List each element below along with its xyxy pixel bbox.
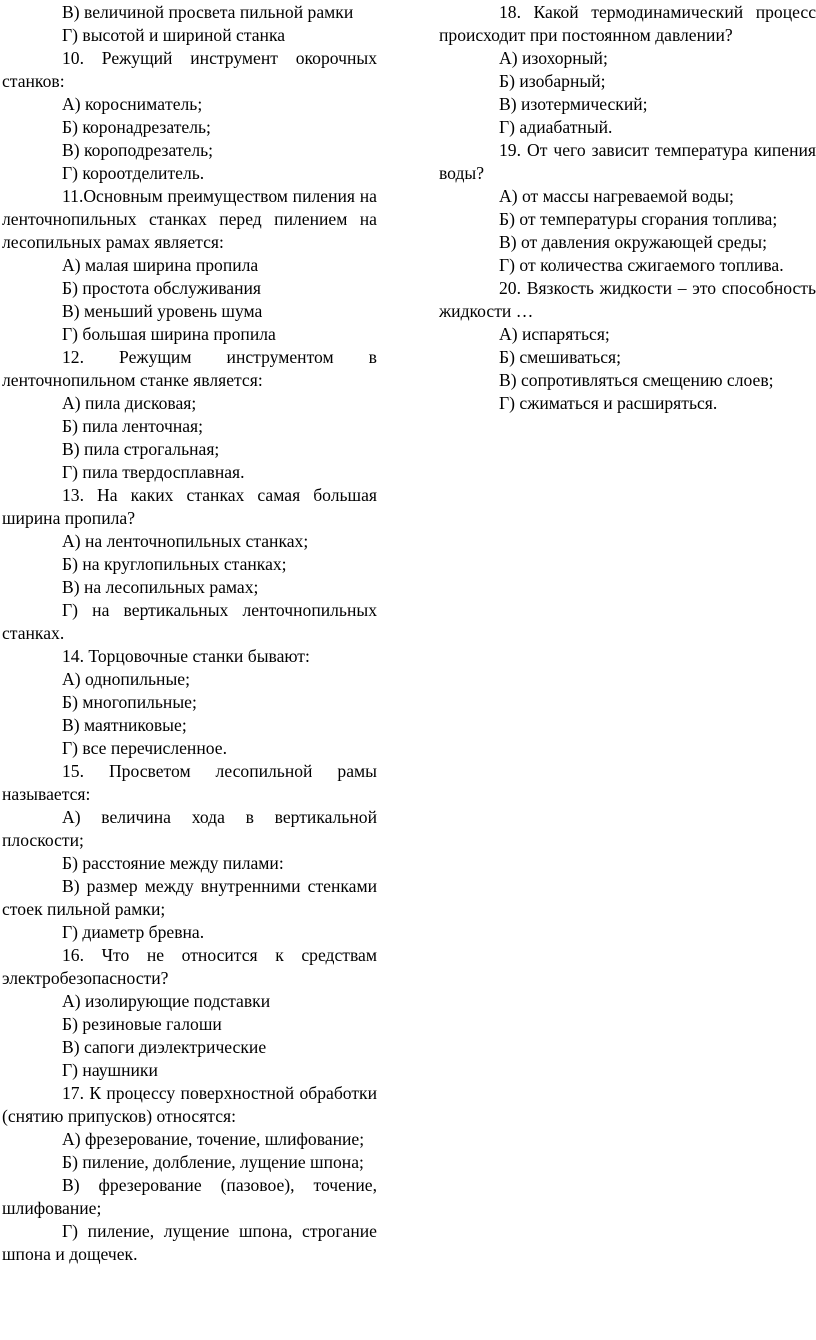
question-17: 17. К процессу поверхностной обработки (снятию припусков) относятся:: [2, 1083, 377, 1126]
question-20: 20. Вязкость жидкости – это способность жидкости …: [439, 278, 816, 321]
answer-option: Б) от температуры сгорания топлива;: [499, 209, 778, 229]
answer-option: В) пила строгальная;: [62, 439, 220, 459]
answer-option: Б) резиновые галоши: [62, 1014, 222, 1034]
question-18: 18. Какой термодинамический процесс происходит при постоянном давлении?: [439, 2, 816, 45]
answer-option: Г) на вертикальных ленточнопильных станках.: [2, 600, 377, 643]
answer-option: В) короподрезатель;: [62, 140, 214, 160]
answer-option: В) на лесопильных рамах;: [62, 577, 259, 597]
answer-option: Г) пила твердосплавная.: [62, 462, 245, 482]
question-10: 10. Режущий инструмент окорочных станков:: [2, 48, 377, 91]
question-16: 16. Что не относится к средствам электробезопасности?: [2, 945, 377, 988]
answer-option: В) сопротивляться смещению слоев;: [499, 370, 774, 390]
answer-option: В) фрезерование (пазовое), точение, шлифование;: [2, 1175, 377, 1218]
answer-option: Б) пиление, долбление, лущение шпона;: [62, 1152, 364, 1172]
question-12: 12. Режущим инструментом в ленточнопильном станке является:: [2, 347, 377, 390]
answer-option: Б) многопильные;: [62, 692, 197, 712]
answer-option: А) малая ширина пропила: [62, 255, 259, 275]
answer-option: В) маятниковые;: [62, 715, 187, 735]
answer-option: Б) пила ленточная;: [62, 416, 204, 436]
answer-option: Б) расстояние между пилами:: [62, 853, 284, 873]
answer-option: Б) коронадрезатель;: [62, 117, 211, 137]
answer-option: А) испаряться;: [499, 324, 610, 344]
answer-option: А) изохорный;: [499, 48, 608, 68]
answer-option: Г) пиление, лущение шпона, строгание шпона и дощечек.: [2, 1221, 377, 1264]
answer-option: А) однопильные;: [62, 669, 190, 689]
answer-option: Г) от количества сжигаемого топлива.: [499, 255, 784, 275]
answer-option: В) сапоги диэлектрические: [62, 1037, 267, 1057]
answer-option: Б) на круглопильных станках;: [62, 554, 287, 574]
answer-option: В) изотермический;: [499, 94, 648, 114]
question-13: 13. На каких станках самая большая ширина пропила?: [2, 485, 377, 528]
answer-option: Г) большая ширина пропила: [62, 324, 276, 344]
answer-option: Г) сжиматься и расширяться.: [499, 393, 718, 413]
question-19: 19. От чего зависит температура кипения воды?: [439, 140, 816, 183]
answer-option: Г) наушники: [62, 1060, 158, 1080]
answer-option: В) меньший уровень шума: [62, 301, 263, 321]
question-11: 11.Основным преимуществом пиления на ленточнопильных станках перед пилением на лесопильных рамах является:: [2, 186, 377, 252]
answer-option: Г) короотделитель.: [62, 163, 205, 183]
answer-option: Г) диаметр бревна.: [62, 922, 205, 942]
answer-option: А) на ленточнопильных станках;: [62, 531, 309, 551]
question-14: 14. Торцовочные станки бывают:: [62, 646, 310, 666]
answer-option: А) короснимaтель;: [62, 94, 203, 114]
left-column: [2, 1, 377, 1266]
answer-option: В) размер между внутренними стенками стоек пильной рамки;: [2, 876, 377, 919]
right-column: [439, 1, 816, 415]
paragraph: В) величиной просвета пильной рамки: [62, 2, 354, 22]
answer-option: А) от массы нагреваемой воды;: [499, 186, 734, 206]
answer-option: А) изолирующие подставки: [62, 991, 271, 1011]
answer-option: Б) простота обслуживания: [62, 278, 262, 298]
answer-option: Г) адиабатный.: [499, 117, 613, 137]
answer-option: А) величина хода в вертикальной плоскости;: [2, 807, 377, 850]
paragraph: Г) высотой и шириной станка: [62, 25, 286, 45]
answer-option: Б) смешиваться;: [499, 347, 622, 367]
answer-option: Г) все перечисленное.: [62, 738, 227, 758]
answer-option: А) пила дисковая;: [62, 393, 197, 413]
answer-option: В) от давления окружающей среды;: [499, 232, 767, 252]
answer-option: А) фрезерование, точение, шлифование;: [62, 1129, 365, 1149]
question-15: 15. Просветом лесопильной рамы называется:: [2, 761, 377, 804]
answer-option: Б) изобарный;: [499, 71, 606, 91]
